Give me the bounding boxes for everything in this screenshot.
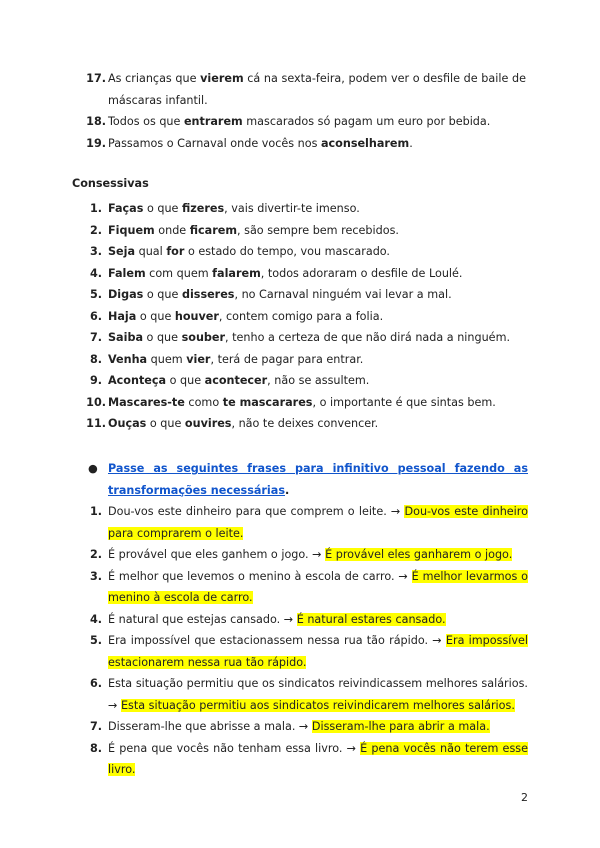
answer-highlight: Disseram-lhe para abrir a mala. xyxy=(311,720,490,733)
item-text: Disseram-lhe que abrisse a mala. → xyxy=(108,720,312,733)
item-number: 9. xyxy=(89,374,102,387)
list-item xyxy=(89,716,528,738)
answer-highlight: É melhor levarmos o menino à escola de carro. xyxy=(108,569,528,604)
list-item xyxy=(89,284,526,306)
item-number: 6. xyxy=(89,309,102,323)
list-item xyxy=(89,198,526,220)
item-text: o que xyxy=(143,202,182,215)
item-text: mascarados só pagam um euro por bebida. xyxy=(242,115,491,128)
bold-verb: fizeres xyxy=(181,202,225,215)
item-number: 11. xyxy=(86,417,106,430)
bold-verb: Mascares-te xyxy=(108,395,185,409)
item-text: qual xyxy=(135,245,167,258)
item-number: 17. xyxy=(86,72,106,85)
item-text: o que xyxy=(143,288,182,301)
bold-verb: te mascarares xyxy=(222,395,313,409)
bold-verb: falarem xyxy=(212,266,261,280)
list-item xyxy=(89,544,528,566)
item-number: 2. xyxy=(89,223,102,237)
exercise-section xyxy=(88,458,528,781)
item-text: o que xyxy=(136,309,175,323)
list-item xyxy=(89,370,526,392)
list-item xyxy=(89,738,528,781)
bold-verb: Faças xyxy=(108,202,144,215)
item-text: quem xyxy=(147,352,187,366)
item-text: cá na sexta-feira, podem ver o desfile de baile de máscaras infantil. xyxy=(108,72,526,107)
bold-verb: souber xyxy=(181,331,226,344)
item-text: Esta situação permitiu que os sindicatos reivindicassem melhores salários. → xyxy=(108,677,528,712)
item-text: É pena que vocês não tenham essa livro. → xyxy=(108,741,361,755)
instruction-line xyxy=(88,458,528,501)
item-text: , no Carnaval ninguém vai levar a mal. xyxy=(234,288,452,301)
bold-verb: aconselharem xyxy=(320,136,410,150)
bold-verb: entrarem xyxy=(183,115,243,128)
bold-verb: vier xyxy=(186,352,211,366)
list-item xyxy=(86,133,526,155)
item-number: 1. xyxy=(89,202,102,215)
bold-verb: Venha xyxy=(108,352,148,366)
bold-verb: ouvires xyxy=(184,417,232,430)
item-text: É provável que eles ganhem o jogo. → xyxy=(108,548,326,561)
bold-verb: Haja xyxy=(108,309,137,323)
item-number: 7. xyxy=(89,720,102,733)
bold-verb: Seja xyxy=(108,245,136,258)
item-text: o que xyxy=(146,417,185,430)
bold-verb: Aconteça xyxy=(108,374,167,387)
list-item xyxy=(86,392,526,414)
item-text: como xyxy=(184,395,223,409)
item-number: 19. xyxy=(86,136,106,150)
item-number: 4. xyxy=(89,612,102,626)
list-item xyxy=(86,111,526,133)
bold-verb: ficarem xyxy=(189,223,237,237)
item-text: , terá de pagar para entrar. xyxy=(210,352,364,366)
item-text: com quem xyxy=(145,266,213,280)
bold-verb: acontecer xyxy=(204,374,268,387)
item-number: 3. xyxy=(89,245,102,258)
list-item xyxy=(89,306,526,328)
answer-highlight: Dou-vos este dinheiro para comprarem o leite. xyxy=(108,505,528,540)
list-item xyxy=(89,673,528,716)
item-text: onde xyxy=(154,223,190,237)
bold-verb: vierem xyxy=(200,72,244,85)
bold-verb: houver xyxy=(174,309,219,323)
item-number: 8. xyxy=(89,352,102,366)
item-text: o estado do tempo, vou mascarado. xyxy=(184,245,390,258)
list-item xyxy=(86,68,526,111)
list-item xyxy=(89,566,528,609)
list-item xyxy=(89,263,526,285)
list-consessivas xyxy=(86,198,526,435)
item-text: Dou-vos este dinheiro para que comprem o leite. → xyxy=(108,505,405,518)
item-text: , não te deixes convencer. xyxy=(231,417,379,430)
item-text: , não se assultem. xyxy=(267,374,370,387)
list-exercise xyxy=(89,501,528,781)
answer-highlight: É provável eles ganharem o jogo. xyxy=(325,548,513,561)
bold-verb: Saiba xyxy=(108,331,143,344)
bold-verb: for xyxy=(166,245,185,258)
item-text: o que xyxy=(166,374,205,387)
bold-verb: Ouças xyxy=(108,417,147,430)
item-text: , vais divertir-te imenso. xyxy=(224,202,360,215)
instruction-link[interactable]: Passe as seguintes frases para infinitivo pessoal fazendo as transformações necessárias xyxy=(108,462,528,497)
list-item xyxy=(89,241,526,263)
list-item xyxy=(89,349,526,371)
section-title: Consessivas xyxy=(72,177,149,190)
item-text: Passamos o Carnaval onde vocês nos xyxy=(108,136,321,150)
instruction-end: . xyxy=(284,483,290,497)
list-item xyxy=(89,609,528,631)
item-text: , são sempre bem recebidos. xyxy=(237,223,399,237)
item-number: 1. xyxy=(89,505,102,518)
item-number: 5. xyxy=(89,634,102,647)
list-item xyxy=(89,220,526,242)
answer-highlight: Era impossível estacionarem nessa rua tão rápido. xyxy=(108,634,528,669)
item-text: . xyxy=(409,136,413,150)
item-number: 8. xyxy=(89,741,102,755)
item-number: 6. xyxy=(89,677,102,690)
list-continued xyxy=(86,68,526,154)
list-item xyxy=(86,413,526,435)
list-item xyxy=(89,327,526,349)
answer-highlight: Esta situação permitiu aos sindicatos reivindicarem melhores salários. xyxy=(120,698,515,712)
list-item xyxy=(89,630,528,673)
item-number: 4. xyxy=(89,266,102,280)
bold-verb: disseres xyxy=(181,288,235,301)
answer-highlight: É pena vocês não terem esse livro. xyxy=(108,741,528,776)
page-number: 2 xyxy=(521,791,528,804)
item-number: 2. xyxy=(89,548,102,561)
item-text: Era impossível que estacionassem nessa rua tão rápido. → xyxy=(108,634,446,647)
item-number: 5. xyxy=(89,288,102,301)
bold-verb: Fiquem xyxy=(108,223,155,237)
bullet-icon: ● xyxy=(88,462,98,475)
list-item xyxy=(89,501,528,544)
item-number: 3. xyxy=(89,569,102,583)
item-text: Todos os que xyxy=(108,115,184,128)
item-number: 18. xyxy=(86,115,106,128)
item-text: É melhor que levemos o menino à escola de carro. → xyxy=(108,569,412,583)
item-text: , o importante é que sintas bem. xyxy=(312,395,496,409)
bold-verb: Digas xyxy=(108,288,144,301)
item-number: 7. xyxy=(89,331,102,344)
item-text: É natural que estejas cansado. → xyxy=(108,612,297,626)
answer-highlight: É natural estares cansado. xyxy=(296,612,446,626)
item-number: 10. xyxy=(86,395,106,409)
item-text: o que xyxy=(143,331,182,344)
bold-verb: Falem xyxy=(108,266,146,280)
item-text: , tenho a certeza de que não dirá nada a ninguém. xyxy=(225,331,511,344)
item-text: , contem comigo para a folia. xyxy=(218,309,384,323)
item-text: , todos adoraram o desfile de Loulé. xyxy=(260,266,463,280)
item-text: As crianças que xyxy=(108,72,201,85)
